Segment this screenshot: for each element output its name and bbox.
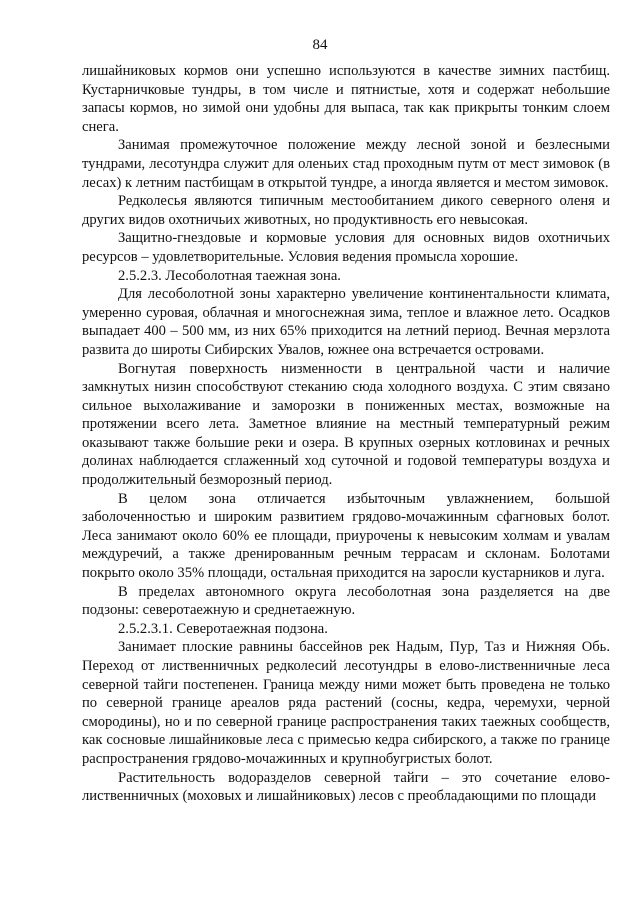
paragraph: Занимая промежуточное положение между лесной зоной и безлесными тундрами, лесотундра служит для оленьих стад проходным путм от мест зимовок (в лесах) к летним пастбищам в открытой тундре, а иногда является и местом зимовок. (82, 137, 610, 191)
section-heading: 2.5.2.3. Лесоболотная таежная зона. (118, 267, 341, 284)
paragraph: Растительность водоразделов северной тайги – это сочетание елово-лиственничных (моховых и лишайниковых) лесов с преобладающими по площади (82, 769, 610, 805)
paragraph: Занимает плоские равнины бассейнов рек Надым, Пур, Таз и Нижняя Обь. Переход от лиственничных редколесий лесотундры в елово-лиственничные леса северной тайги постепенен. Граница между ними может быть проведена не только по северной границе ареалов ряда растений (сосны, кедра, черемухи, черной смородины), но и по северной границе распространения таких таежных сообществ, как сосновые лишайниковые леса с примесью кедра сибирского, а также по границе распространения грядово-мочажинных и крупнобугристых болот. (82, 639, 610, 767)
paragraph: Редколесья являются типичным местообитанием дикого северного оленя и других видов охотничьих животных, но продуктивность его невысокая. (82, 193, 610, 228)
paragraph: Вогнутая поверхность низменности в центральной части и наличие замкнутых низин способствуют стеканию сюда холодного воздуха. С этим связано сильное выхолаживание и заморозки в пониженных местах, возможные на протяжении всего лета. Заметное влияние на местный температурный режим оказывают также большие реки и озера. В крупных озерных котловинах и речных долинах наблюдается сглаженный ход суточной и годовой температуры воздуха и продолжительный безморозный период. (82, 360, 610, 489)
paragraph-continuation: лишайниковых кормов они успешно используются в качестве зимних пастбищ. Кустарничковые тундры, в том числе и пятнистые, хотя и содержат небольшие запасы кормов, но зимой они удобны для выпаса, так как прикрыты тонким слоем снега. (82, 63, 610, 135)
paragraph: Защитно-гнездовые и кормовые условия для основных видов охотничьих ресурсов – удовлетворительные. Условия ведения промысла хорошие. (82, 230, 610, 265)
page-number: 84 (312, 37, 328, 53)
body-text (82, 62, 610, 806)
subsection-heading: 2.5.2.3.1. Северотаежная подзона. (118, 620, 328, 637)
paragraph: Для лесоболотной зоны характерно увеличение континентальности климата, умеренно суровая, облачная и многоснежная зима, теплое и влажное лето. Осадков выпадает 400 – 500 мм, из них 65% приходится на летний период. Вечная мерзлота развита до широты Сибирских Увалов, южнее она встречается островами. (82, 286, 610, 358)
paragraph: В пределах автономного округа лесоболотная зона разделяется на две подзоны: северотаежную и среднетаежную. (82, 583, 610, 619)
paragraph: В целом зона отличается избыточным увлажнением, большой заболоченностью и широким развитием грядово-мочажинным сфагновых болот. Леса занимают около 60% ее площади, приурочены к невысоким холмам и увалам междуречий, а также дренированным речным террасам и склонам. Болотами покрыто около 35% площади, остальная приходится на заросли кустарников и луга. (82, 490, 610, 582)
